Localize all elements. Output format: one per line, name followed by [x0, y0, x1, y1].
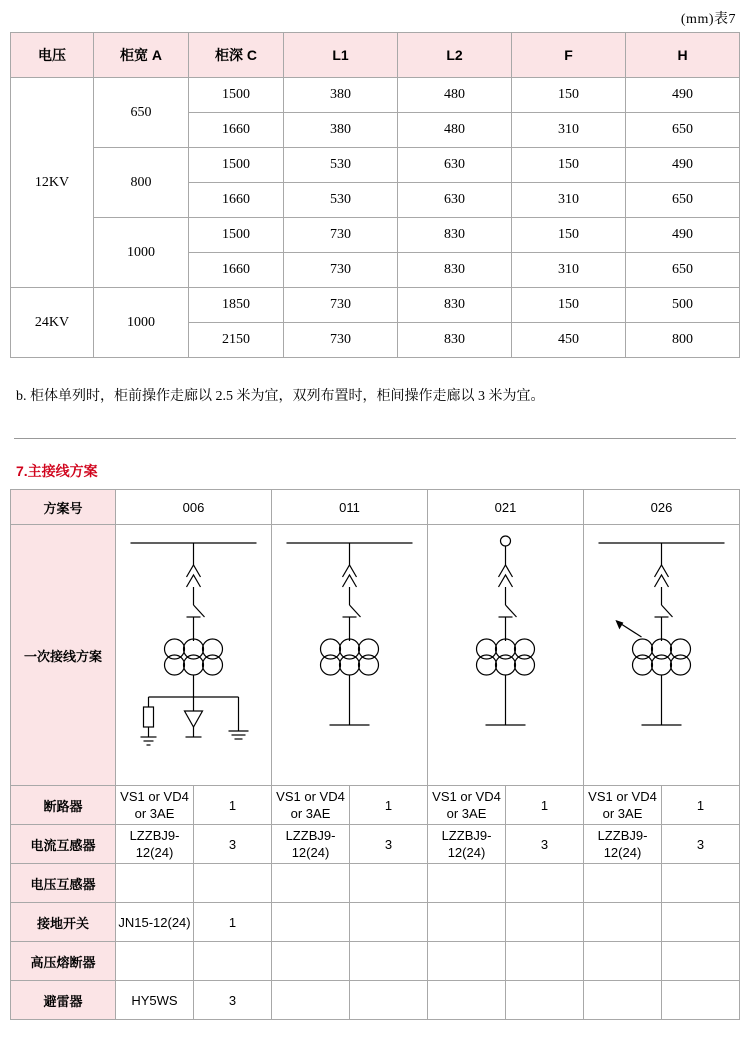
table-header-row: [11, 33, 740, 78]
hv-fuse-part-021: [428, 942, 506, 981]
row-label-arrester: 避雷器: [11, 981, 116, 1020]
row-label-primary-diagram: 一次接线方案: [11, 525, 116, 786]
note-text: b. 柜体单列时，柜前操作走廊以 2.5 米为宜，双列布置时，柜间操作走廊以 3 米为宜。: [16, 389, 545, 404]
diagram-021: [428, 525, 584, 786]
ct-part-021: LZZBJ9-12(24): [428, 825, 506, 864]
hv-fuse-part-026: [584, 942, 662, 981]
earth-switch-qty-021: [506, 903, 584, 942]
cell-l1: 380: [284, 113, 398, 148]
cell-h: 650: [626, 183, 740, 218]
cell-l2: 630: [398, 148, 512, 183]
scheme-no-011: 011: [272, 490, 428, 525]
col-header-cabinet-width: 柜宽 A: [94, 33, 189, 78]
cell-voltage: 24KV: [11, 288, 94, 358]
diagram-026: [584, 525, 740, 786]
pt-row: [11, 864, 740, 903]
arrester-row: [11, 981, 740, 1020]
single-line-diagram-011: [272, 525, 427, 785]
primary-diagram-row: [11, 525, 740, 786]
arrester-qty-011: [350, 981, 428, 1020]
breaker-qty-021: 1: [506, 786, 584, 825]
breaker-qty-006: 1: [194, 786, 272, 825]
breaker-part-006: VS1 or VD4 or 3AE: [116, 786, 194, 825]
cell-l1: 530: [284, 148, 398, 183]
cell-l2: 480: [398, 78, 512, 113]
ct-part-006: LZZBJ9-12(24): [116, 825, 194, 864]
cell-voltage: 12KV: [11, 78, 94, 288]
earth-switch-qty-026: [662, 903, 740, 942]
cell-f: 150: [512, 148, 626, 183]
breaker-part-011: VS1 or VD4 or 3AE: [272, 786, 350, 825]
unit-label: (mm)表7: [680, 12, 736, 27]
hv-fuse-qty-021: [506, 942, 584, 981]
cell-cabinet-depth: 1850: [189, 288, 284, 323]
cell-h: 650: [626, 113, 740, 148]
col-header-l2: L2: [398, 33, 512, 78]
earth-switch-part-011: [272, 903, 350, 942]
pt-part-006: [116, 864, 194, 903]
col-header-h: H: [626, 33, 740, 78]
pt-qty-021: [506, 864, 584, 903]
cell-cabinet-depth: 1500: [189, 148, 284, 183]
cell-cabinet-depth: 1500: [189, 78, 284, 113]
cell-l2: 830: [398, 253, 512, 288]
hv-fuse-qty-006: [194, 942, 272, 981]
row-label-hv-fuse: 高压熔断器: [11, 942, 116, 981]
cell-f: 150: [512, 78, 626, 113]
cell-l1: 730: [284, 288, 398, 323]
arrester-part-006: HY5WS: [116, 981, 194, 1020]
cell-cabinet-depth: 2150: [189, 323, 284, 358]
pt-part-026: [584, 864, 662, 903]
scheme-no-021: 021: [428, 490, 584, 525]
cell-f: 310: [512, 113, 626, 148]
arrester-part-021: [428, 981, 506, 1020]
cell-l2: 830: [398, 218, 512, 253]
section-title: 7.主接线方案: [16, 463, 98, 480]
pt-part-021: [428, 864, 506, 903]
ct-qty-021: 3: [506, 825, 584, 864]
table-row: [11, 218, 740, 253]
cell-h: 490: [626, 148, 740, 183]
cell-cabinet-depth: 1660: [189, 183, 284, 218]
arrester-part-011: [272, 981, 350, 1020]
cell-l2: 480: [398, 113, 512, 148]
cell-h: 500: [626, 288, 740, 323]
ct-qty-006: 3: [194, 825, 272, 864]
cell-f: 150: [512, 218, 626, 253]
table-row: [11, 288, 740, 323]
cell-cabinet-width: 650: [94, 78, 189, 148]
single-line-diagram-021: [428, 525, 583, 785]
ct-part-026: LZZBJ9-12(24): [584, 825, 662, 864]
cell-l1: 730: [284, 218, 398, 253]
row-label-earth-switch: 接地开关: [11, 903, 116, 942]
arrester-qty-021: [506, 981, 584, 1020]
row-label-scheme-no: 方案号: [11, 490, 116, 525]
col-header-l1: L1: [284, 33, 398, 78]
hv-fuse-qty-026: [662, 942, 740, 981]
table-row: [11, 78, 740, 113]
arrester-qty-026: [662, 981, 740, 1020]
breaker-part-026: VS1 or VD4 or 3AE: [584, 786, 662, 825]
arrester-part-026: [584, 981, 662, 1020]
cell-h: 490: [626, 78, 740, 113]
earth-switch-part-006: JN15-12(24): [116, 903, 194, 942]
cell-cabinet-depth: 1660: [189, 253, 284, 288]
breaker-row: [11, 786, 740, 825]
ct-part-011: LZZBJ9-12(24): [272, 825, 350, 864]
cell-l1: 530: [284, 183, 398, 218]
hv-fuse-row: [11, 942, 740, 981]
cell-l2: 830: [398, 288, 512, 323]
single-line-diagram-006: [116, 525, 271, 785]
dimension-table: [10, 32, 740, 358]
cell-cabinet-width: 1000: [94, 218, 189, 288]
scheme-no-006: 006: [116, 490, 272, 525]
row-label-ct: 电流互感器: [11, 825, 116, 864]
breaker-qty-026: 1: [662, 786, 740, 825]
cell-cabinet-depth: 1660: [189, 113, 284, 148]
cell-f: 150: [512, 288, 626, 323]
cell-h: 800: [626, 323, 740, 358]
row-label-breaker: 断路器: [11, 786, 116, 825]
cell-l1: 730: [284, 323, 398, 358]
col-header-cabinet-depth: 柜深 C: [189, 33, 284, 78]
diagram-006: [116, 525, 272, 786]
pt-qty-006: [194, 864, 272, 903]
pt-qty-011: [350, 864, 428, 903]
cell-l1: 380: [284, 78, 398, 113]
diagram-011: [272, 525, 428, 786]
hv-fuse-part-011: [272, 942, 350, 981]
cell-h: 490: [626, 218, 740, 253]
earth-switch-row: [11, 903, 740, 942]
breaker-qty-011: 1: [350, 786, 428, 825]
ct-qty-011: 3: [350, 825, 428, 864]
cell-cabinet-width: 800: [94, 148, 189, 218]
cell-l2: 630: [398, 183, 512, 218]
cell-f: 310: [512, 253, 626, 288]
cell-cabinet-depth: 1500: [189, 218, 284, 253]
arrester-qty-006: 3: [194, 981, 272, 1020]
hv-fuse-qty-011: [350, 942, 428, 981]
section-divider: [14, 438, 736, 439]
cell-f: 310: [512, 183, 626, 218]
earth-switch-qty-006: 1: [194, 903, 272, 942]
earth-switch-part-021: [428, 903, 506, 942]
table-row: [11, 148, 740, 183]
ct-qty-026: 3: [662, 825, 740, 864]
earth-switch-part-026: [584, 903, 662, 942]
scheme-no-026: 026: [584, 490, 740, 525]
cell-f: 450: [512, 323, 626, 358]
cell-l2: 830: [398, 323, 512, 358]
col-header-voltage: 电压: [11, 33, 94, 78]
col-header-f: F: [512, 33, 626, 78]
single-line-diagram-026: [584, 525, 739, 785]
breaker-part-021: VS1 or VD4 or 3AE: [428, 786, 506, 825]
earth-switch-qty-011: [350, 903, 428, 942]
main-wiring-scheme-table: [10, 489, 740, 1020]
row-label-pt: 电压互感器: [11, 864, 116, 903]
ct-row: [11, 825, 740, 864]
pt-part-011: [272, 864, 350, 903]
pt-qty-026: [662, 864, 740, 903]
cell-l1: 730: [284, 253, 398, 288]
cell-h: 650: [626, 253, 740, 288]
cell-cabinet-width: 1000: [94, 288, 189, 358]
hv-fuse-part-006: [116, 942, 194, 981]
scheme-number-row: [11, 490, 740, 525]
